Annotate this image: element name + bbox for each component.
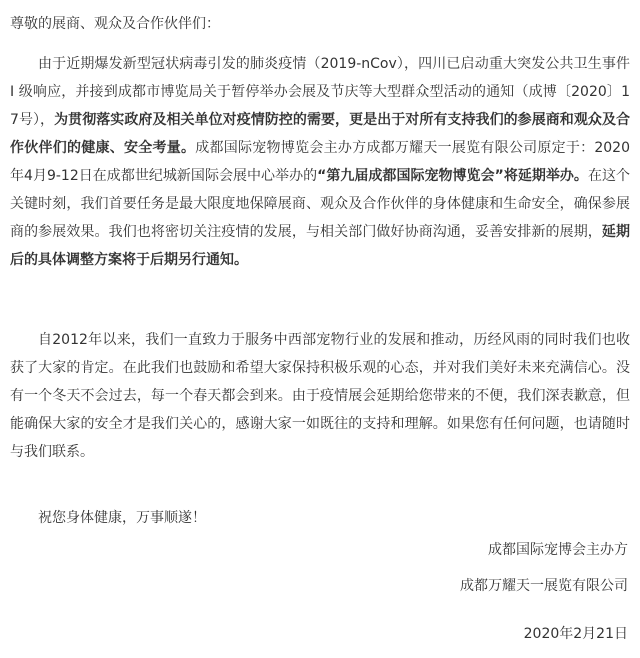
- letter-greeting: 尊敬的展商、观众及合作伙伴们：: [10, 16, 220, 32]
- paragraph-closing-wish: 祝您身体健康，万事顺遂！: [38, 510, 206, 526]
- emphasis-text: 为贯彻落实政府及相关单位对疫情防控的需要，更是出于对所有支持我们的参展商和观众及合作伙伴们的健康、安全考量。: [10, 112, 630, 156]
- paragraph-text: 成都国际宠物博览会主办方成都万耀天一展览有限公司原定于：2020年4月9-12日在成都世纪城新国际会展中心举办的: [10, 140, 630, 184]
- emphasis-text: 延期后的具体调整方案将于后期另行通知。: [10, 224, 630, 268]
- paragraph-text: 由于近期爆发新型冠状病毒引发的肺炎疫情（2019-nCov），四川已启动重大突发公共卫生事件 I 级响应，并接到成都市博览局关于暂停举办会展及节庆等大型群众型活动的通知（成博〔2020〕17号），: [10, 56, 630, 128]
- paragraph-encouragement: 自2012年以来，我们一直致力于服务中西部宠物行业的发展和推动，历经风雨的同时我们也收获了大家的肯定。在此我们也鼓励和希望大家保持积极乐观的心态，并对我们美好未来充满信心。没有一个冬天不会过去，每一个春天都会到来。由于疫情展会延期给您带来的不便，我们深表歉意，但能确保大家的安全才是我们关心的，感谢大家一如既往的支持和理解。如果您有任何问题，也请随时与我们联系。: [10, 332, 630, 460]
- paragraph-text: 在这个关键时刻，我们首要任务是最大限度地保障展商、观众及合作伙伴的身体健康和生命安全，确保参展商的参展效果。我们也将密切关注疫情的发展，与相关部门做好协商沟通，妥善安排新的展期，: [10, 168, 630, 240]
- signature-company: 成都万耀天一展览有限公司: [460, 578, 628, 594]
- letter-date: 2020年2月21日: [523, 626, 628, 642]
- signature-organizer: 成都国际宠博会主办方: [488, 542, 628, 558]
- paragraph-postponement-notice: [10, 50, 630, 274]
- emphasis-text: “第九届成都国际宠物博览会”将延期举办。: [317, 168, 588, 184]
